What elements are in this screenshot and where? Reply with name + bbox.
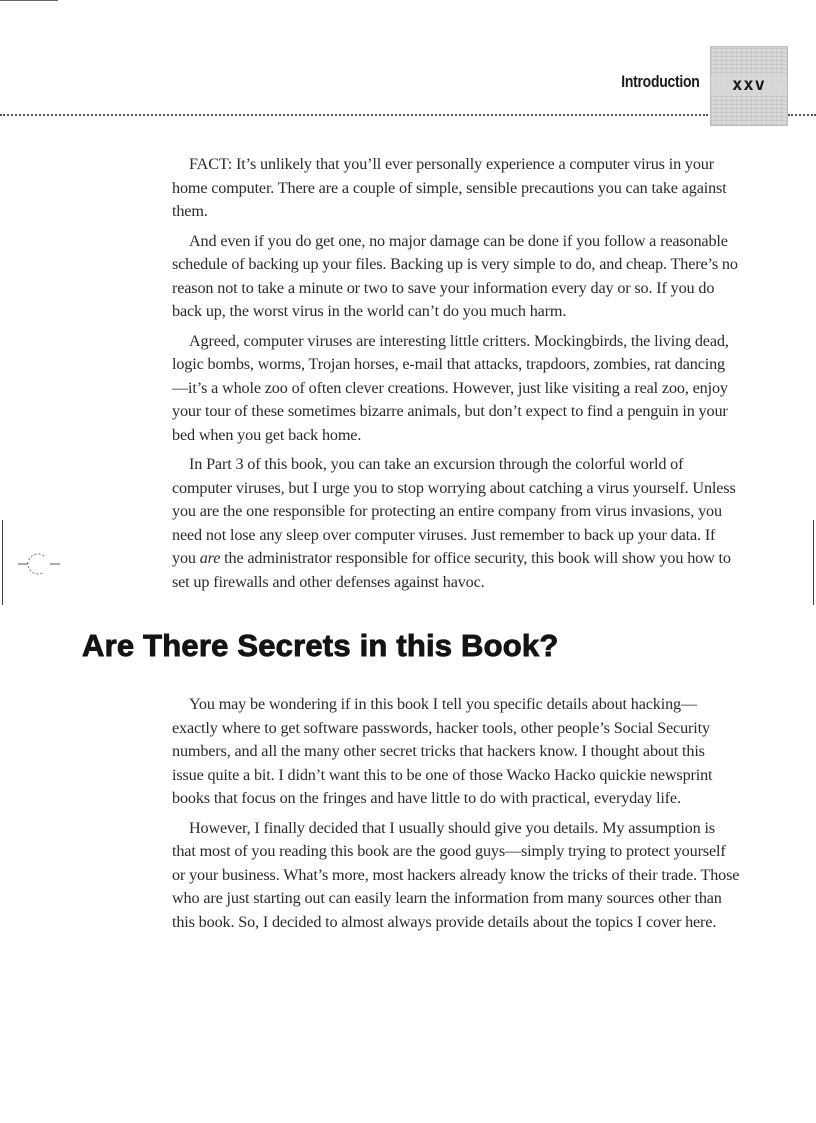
paragraph: You may be wondering if in this book I tell you specific details about hacking—exactly where to get software passwords, hacker tools, other people’s Social Security numbers, and all the many other secret tricks that hackers know. I thought about this issue quite a bit. I didn’t want this to be one of those Wacko Hacko quickie newsprint books that focus on the fringes and have little to do with practical, everyday life.	[172, 695, 713, 807]
page-number: xxv	[711, 75, 787, 95]
registration-mark	[0, 520, 70, 605]
paragraph-text: In Part 3 of this book, you can take an excursion through the colorful world of computer viruses, but I urge you to stop worrying about catching a virus yourself. Unless you are the one responsible for protecting an entire company from virus invasions, you need not lose any sleep over computer viruses. Just remember to back up your data. If you	[172, 455, 736, 567]
paragraph: However, I finally decided that I usually should give you details. My assumption is that most of you reading this book are the good guys—simply trying to protect yourself or your business. What’s more, most hackers already know the tricks of their trade. Those who are just starting out can easily learn the information from many sources other than this book. So, I decided to almost always provide details about the topics I cover here.	[172, 818, 740, 931]
margin-line-right	[813, 520, 814, 605]
paragraph: And even if you do get one, no major damage can be done if you follow a reasonable schedule of backing up your files. Backing up is very simple to do, and cheap. There’s no reason not to take a minute or two to save your information every day or so. If you do back up, the worst virus in the world can’t do you much harm.	[172, 231, 738, 320]
paragraph: Agreed, computer viruses are interesting little critters. Mockingbirds, the living dead, logic bombs, worms, Trojan horses, e-mail that attacks, trapdoors, zombies, rat dancing—it’s a whole zoo of often clever creations. However, just like visiting a real zoo, enjoy your tour of these sometimes bizarre animals, but don’t expect to find a penguin in your bed when you get back home.	[172, 331, 729, 444]
emphasized-word: are	[199, 549, 221, 567]
running-head-section-title: Introduction	[621, 72, 700, 91]
page-number-box	[710, 46, 788, 126]
paragraph-text: the administrator responsible for office security, this book will show you how to set up firewalls and other defenses against havoc.	[172, 549, 731, 591]
section-text-block	[172, 693, 740, 940]
corner-crop-mark	[0, 0, 58, 1]
section-heading: Are There Secrets in this Book?	[82, 628, 559, 663]
paragraph	[172, 453, 740, 594]
paragraph: FACT: It’s unlikely that you’ll ever personally experience a computer virus in your home computer. There are a couple of simple, sensible precautions you can take against them.	[172, 155, 727, 220]
intro-text-block	[172, 153, 740, 600]
crosshair-icon	[0, 520, 70, 605]
header-dotted-rule	[0, 114, 708, 116]
header-dotted-rule-right	[788, 114, 816, 116]
running-head	[0, 46, 816, 126]
